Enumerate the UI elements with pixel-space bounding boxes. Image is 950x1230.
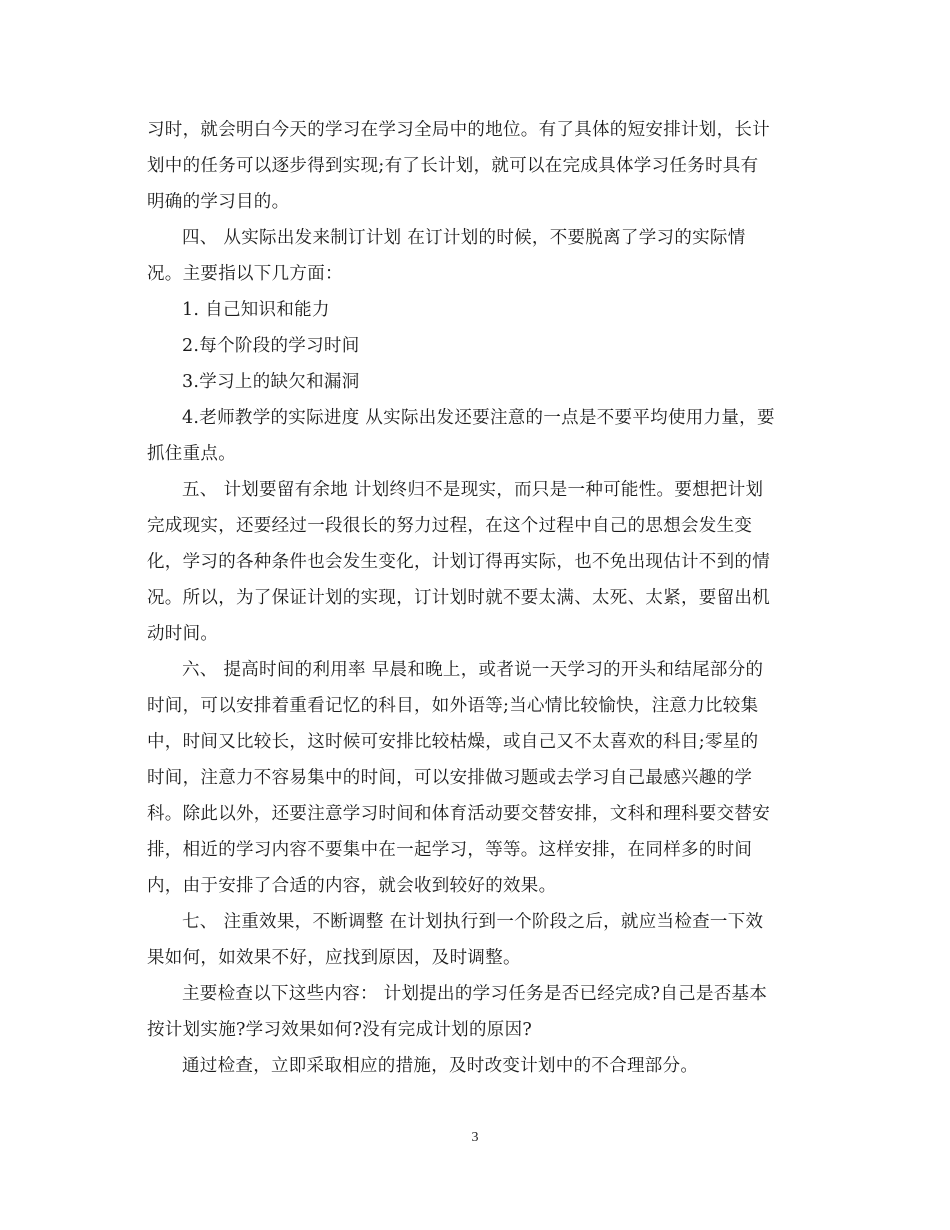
text-line: 况。所以，为了保证计划的实现，订计划时就不要太满、太死、太紧，要留出机 <box>147 588 770 608</box>
paragraph-start-line: 通过检查，立即采取相应的措施，及时改变计划中的不合理部分。 <box>182 1056 699 1076</box>
section-four-heading-line: 四、 从实际出发来制订计划 在订计划的时候，不要脱离了学习的实际情 <box>182 228 746 248</box>
text-line: 内，由于安排了合适的内容，就会收到较好的效果。 <box>147 876 557 896</box>
text-line: 时间，可以安排着重看记忆的科目，如外语等;当心情比较愉快，注意力比较集 <box>147 696 759 716</box>
text-line: 时间，注意力不容易集中的时间，可以安排做习题或去学习自己最感兴趣的学 <box>147 768 753 788</box>
text-line: 中，时间又比较长，这时候可安排比较枯燥，或自己又不太喜欢的科目;零星的 <box>147 732 759 752</box>
body-text <box>147 112 807 1084</box>
text-line: 划中的任务可以逐步得到实现;有了长计划，就可以在完成具体学习任务时具有 <box>147 156 759 176</box>
list-item-4: 4.老师教学的实际进度 从实际出发还要注意的一点是不要平均使用力量，要 <box>182 408 775 428</box>
text-line: 动时间。 <box>147 624 219 644</box>
text-line: 明确的学习目的。 <box>147 192 290 212</box>
page-number: 3 <box>471 1130 479 1145</box>
list-item-3: 3.学习上的缺欠和漏洞 <box>182 372 360 392</box>
paragraph-start-line: 主要检查以下这些内容： 计划提出的学习任务是否已经完成?自己是否基本 <box>182 984 768 1004</box>
text-line: 抓住重点。 <box>147 444 236 464</box>
text-line: 习时，就会明白今天的学习在学习全局中的地位。有了具体的短安排计划，长计 <box>147 120 770 140</box>
text-line: 完成现实，还要经过一段很长的努力过程，在这个过程中自己的思想会发生变 <box>147 516 753 536</box>
section-seven-heading-line: 七、 注重效果，不断调整 在计划执行到一个阶段之后，就应当检查一下效 <box>182 912 764 932</box>
section-five-heading-line: 五、 计划要留有余地 计划终归不是现实，而只是一种可能性。要想把计划 <box>182 480 764 500</box>
section-six-heading-line: 六、 提高时间的利用率 早晨和晚上，或者说一天学习的开头和结尾部分的 <box>182 660 764 680</box>
list-item-1: 1. 自己知识和能力 <box>182 300 330 320</box>
text-line: 况。主要指以下几方面： <box>147 264 343 284</box>
text-line: 果如何，如效果不好，应找到原因，及时调整。 <box>147 948 521 968</box>
text-line: 化，学习的各种条件也会发生变化，计划订得再实际，也不免出现估计不到的情 <box>147 552 770 572</box>
text-line: 科。除此以外，还要注意学习时间和体育活动要交替安排，文科和理科要交替安 <box>147 804 770 824</box>
list-item-2: 2.每个阶段的学习时间 <box>182 336 360 356</box>
text-line: 按计划实施?学习效果如何?没有完成计划的原因? <box>147 1020 533 1040</box>
text-line: 排，相近的学习内容不要集中在一起学习，等等。这样安排，在同样多的时间 <box>147 840 753 860</box>
